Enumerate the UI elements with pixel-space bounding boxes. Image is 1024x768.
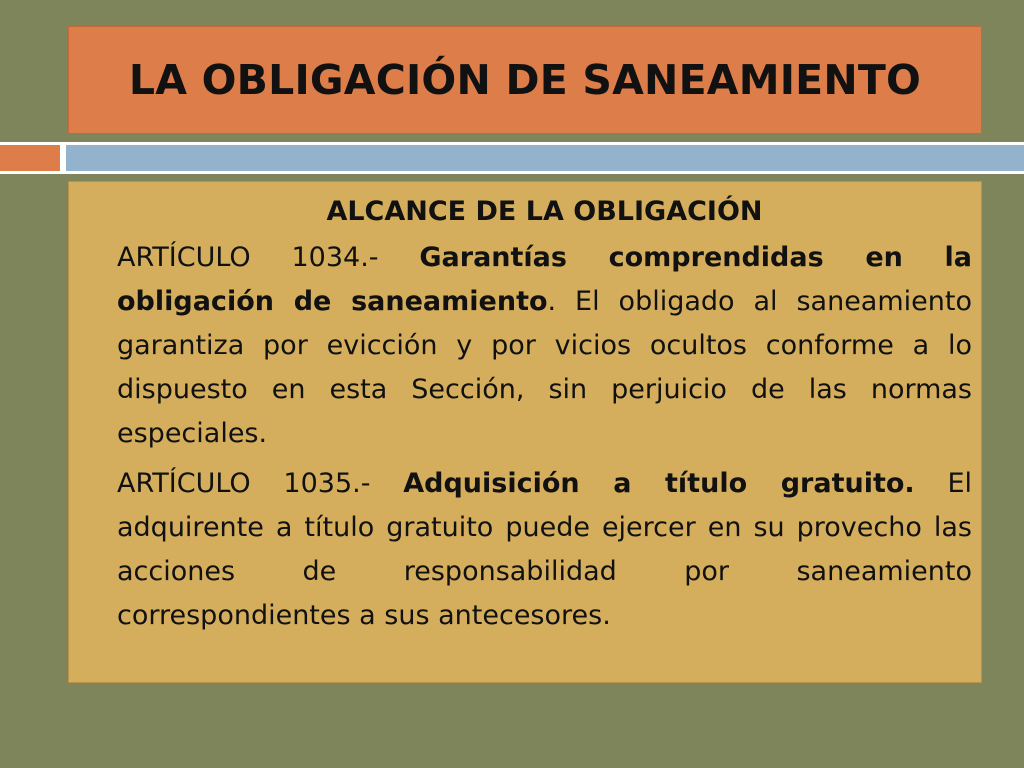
divider-accent-orange bbox=[0, 145, 60, 171]
section-subtitle: ALCANCE DE LA OBLIGACIÓN bbox=[326, 196, 763, 227]
divider-accent-blue bbox=[66, 145, 1024, 171]
content-panel bbox=[68, 181, 982, 683]
content-text bbox=[117, 190, 972, 638]
article-1035 bbox=[117, 462, 972, 638]
article-heading: Garantías comprendidas en la obligación de saneamiento bbox=[117, 242, 972, 317]
article-body: El obligado al saneamiento garantiza por evicción y por vicios ocultos conforme a lo dispuesto en esta Sección, sin perjuicio de las normas especiales. bbox=[117, 286, 972, 449]
article-number: ARTÍCULO 1034.- bbox=[117, 242, 420, 273]
article-body: El adquirente a título gratuito puede ejercer en su provecho las acciones de responsabilidad por saneamiento correspondientes a sus antecesores. bbox=[117, 468, 973, 631]
article-1034 bbox=[117, 236, 972, 456]
slide-title: LA OBLIGACIÓN DE SANEAMIENTO bbox=[128, 56, 922, 104]
article-heading: Adquisición a título gratuito. bbox=[403, 468, 915, 499]
title-banner bbox=[68, 26, 982, 134]
article-number: ARTÍCULO 1035.- bbox=[117, 468, 404, 499]
article-heading-punct: . bbox=[547, 286, 557, 317]
